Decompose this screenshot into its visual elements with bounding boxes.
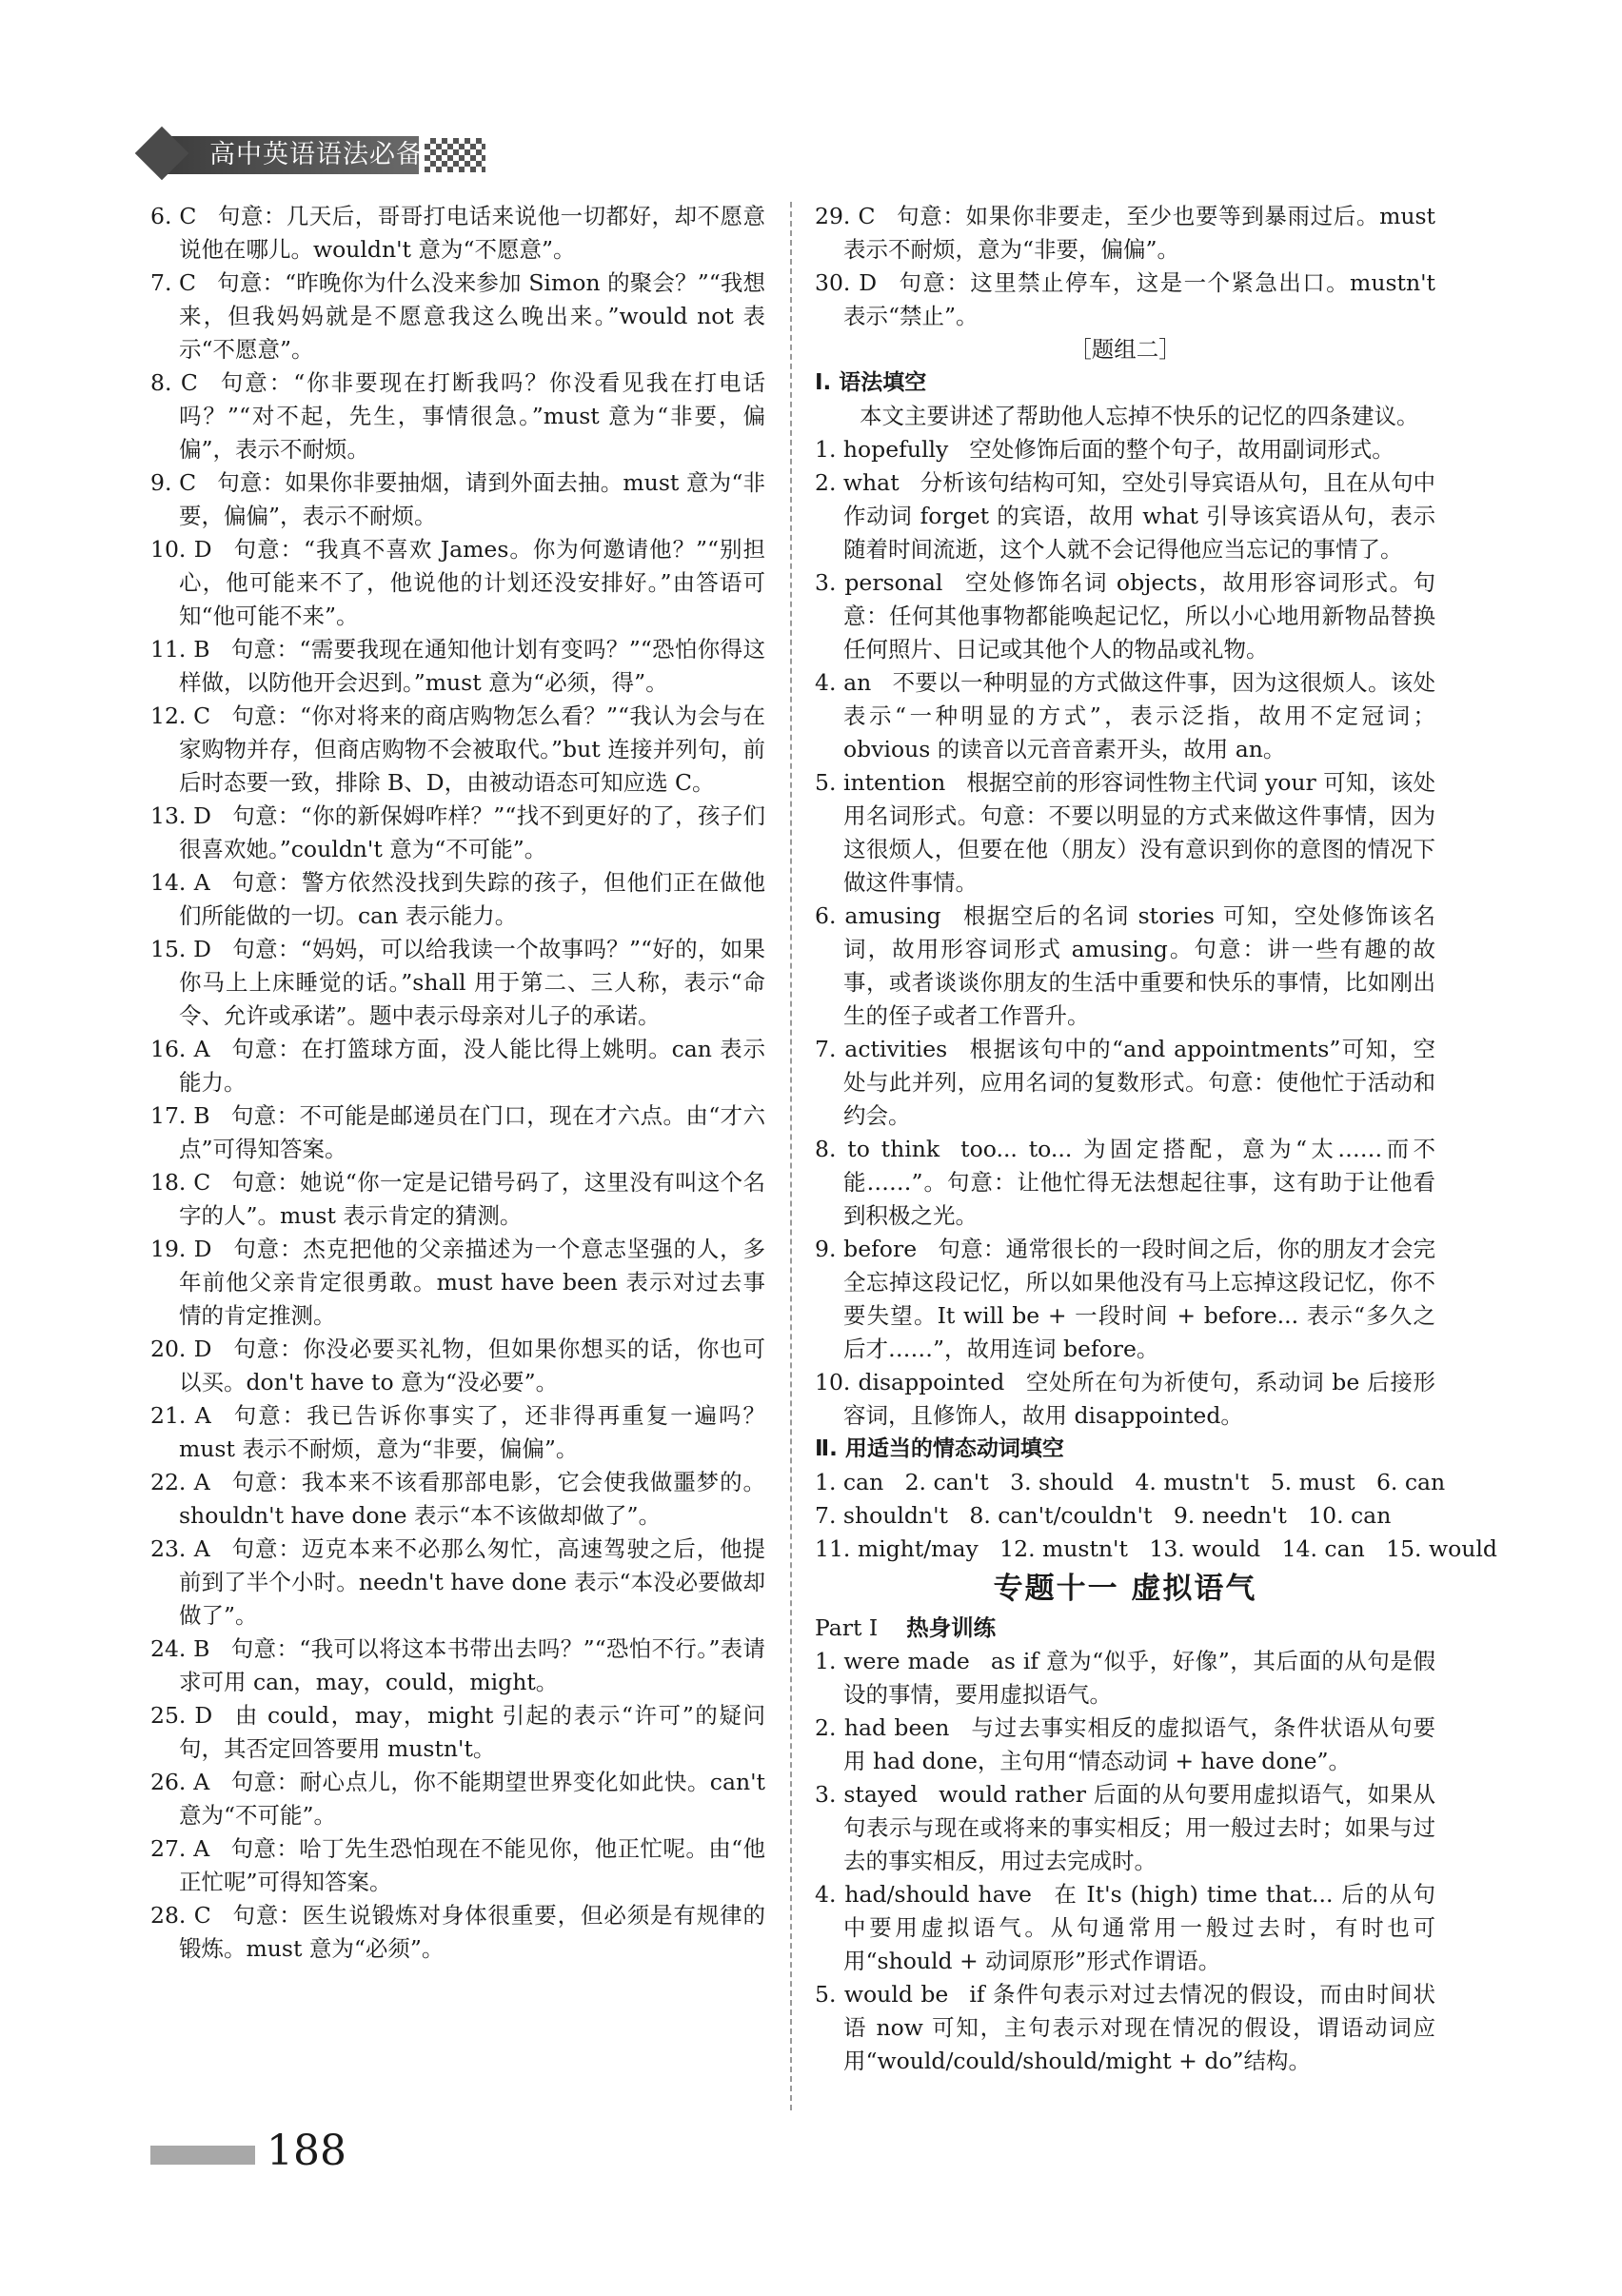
answer-key: 8. C (150, 369, 198, 396)
answer-key: 28. C (150, 1902, 211, 1929)
answer-key: 10. disappointed (815, 1369, 1005, 1395)
answer-explanation: 根据空后的名词 stories 可知，空处修饰该名词，故用形容词形式 amusing。句意：讲一些有趣的故事，或者谈谈你朋友的生活中重要和快乐的事情，比如刚出生的侄子或者工作晋升。 (843, 902, 1435, 1029)
answer-key: 20. D (150, 1336, 212, 1362)
answer-item (150, 1099, 765, 1166)
answer-item (150, 633, 765, 700)
answer-item (815, 1878, 1435, 1978)
answer-key: 29. C (815, 203, 876, 229)
topic-title: 专题十一 虚拟语气 (993, 1572, 1257, 1606)
answer-key: 3. personal (815, 569, 943, 596)
right-column (815, 200, 1497, 2078)
answer-explanation: 根据空前的形容词性物主代词 your 可知，该处用名词形式。句意：不要以明显的方式来做这件事情，因为这很烦人，但要在他（朋友）没有意识到你的意图的情况下做这件事情。 (843, 769, 1435, 896)
answer-key: 12. C (150, 703, 211, 729)
answer-explanation: 句意：不可能是邮递员在门口，现在才六点。由“才六点”可得知答案。 (179, 1102, 765, 1162)
part-label: Part Ⅰ (815, 1614, 879, 1641)
answer-explanation: 句意：“你对将来的商店购物怎么看？”“我认为会与在家购物并存，但商店购物不会被取代。”but 连接并列句，前后时态要一致，排除 B、D，由被动语态可知应选 C。 (179, 703, 765, 796)
answer-key: 9. C (150, 469, 197, 496)
answer-key: 10. D (150, 536, 212, 563)
answer-key: 6. C (150, 203, 197, 229)
answer-explanation: 句意：耐心点儿，你不能期望世界变化如此快。can't 意为“不可能”。 (179, 1769, 765, 1829)
part-title: 热身训练 (906, 1614, 997, 1641)
answer-item (150, 1633, 765, 1699)
answer-explanation: 由 could，may，might 引起的表示“许可”的疑问句，其否定回答要用 mustn't。 (179, 1702, 765, 1762)
answer-explanation: would rather 后面的从句要用虚拟语气，如果从句表示与现在或将来的事实相反；用一般过去时；如果与过去的事实相反，用过去完成时。 (843, 1781, 1435, 1874)
answer-item (815, 200, 1435, 267)
answer-row: 7. shouldn't 8. can't/couldn't 9. needn't 10. can (815, 1502, 1392, 1529)
answer-explanation: 句意：迈克本来不必那么匆忙，高速驾驶之后，他提前到了半个小时。needn't have done 表示“本没必要做却做了”。 (179, 1535, 765, 1629)
answer-explanation: 句意：这里禁止停车，这是一个紧急出口。mustn't 表示“禁止”。 (843, 269, 1435, 329)
answer-key: 24. B (150, 1635, 210, 1662)
answer-explanation: too... to... 为固定搭配，意为“太……而不能……”。句意：让他忙得无法想起往事，这有助于让他看到积极之光。 (843, 1136, 1435, 1229)
answer-item (150, 1333, 765, 1399)
answer-explanation: 句意：哈丁先生恐怕现在不能见你，他正忙呢。由“他正忙呢”可得知答案。 (179, 1835, 765, 1895)
answer-key: 1. hopefully (815, 436, 949, 463)
header-title: 高中英语语法必备 (209, 140, 423, 169)
answer-explanation: 句意：如果你非要抽烟，请到外面去抽。must 意为“非要，偏偏”，表示不耐烦。 (179, 469, 766, 529)
answer-row: 1. can 2. can't 3. should 4. mustn't 5. must 6. can (815, 1469, 1446, 1495)
answer-item (150, 366, 765, 466)
answer-item (815, 1033, 1435, 1133)
answer-item (815, 1712, 1435, 1778)
answer-item (150, 933, 765, 1033)
answer-explanation: 句意：“昨晚你为什么没来参加 Simon 的聚会？”“我想来，但我妈妈就是不愿意我这么晚出来。”would not 表示“不愿意”。 (179, 269, 766, 363)
answer-item (815, 1978, 1435, 2078)
answer-explanation: 句意：她说“你一定是记错号码了，这里没有叫这个名字的人”。must 表示肯定的猜测。 (179, 1169, 765, 1229)
answer-key: 5. intention (815, 769, 946, 796)
section-title-modal-verbs: Ⅱ. 用适当的情态动词填空 (815, 1436, 1064, 1461)
answer-explanation: if 条件句表示对过去情况的假设，而由时间状语 now 可知，主句表示对现在情况的假设，谓语动词应用“would/could/should/might + do”结构。 (843, 1981, 1435, 2074)
answer-key: 18. C (150, 1169, 211, 1196)
answer-item (150, 1533, 765, 1633)
page-header (143, 129, 504, 182)
answer-explanation: 句意：“妈妈，可以给我读一个故事吗？”“好的，如果你马上上床睡觉的话。”shall 用于第二、三人称，表示“命令、允许或承诺”。题中表示母亲对儿子的承诺。 (179, 936, 766, 1029)
answer-explanation: 句意：“你的新保姆咋样？”“找不到更好的了，孩子们很喜欢她。”couldn't 意为“不可能”。 (179, 802, 766, 862)
answer-item (150, 267, 765, 366)
answer-key: 25. D (150, 1702, 213, 1729)
answer-key: 9. before (815, 1236, 918, 1262)
answer-key: 19. D (150, 1236, 212, 1262)
answer-row: 11. might/may 12. mustn't 13. would 14. can 15. would (815, 1535, 1497, 1562)
answer-item (150, 1466, 765, 1533)
answer-explanation: 句意：“我真不喜欢 James。你为何邀请他？”“别担心，他可能来不了，他说他的计划还没安排好。”由答语可知“他可能不来”。 (179, 536, 765, 629)
answer-item (815, 1645, 1435, 1712)
answer-item (815, 666, 1435, 766)
answer-key: 14. A (150, 869, 210, 896)
answer-item (815, 1778, 1435, 1878)
answer-item (150, 466, 765, 533)
answer-key: 4. had/should have (815, 1881, 1032, 1908)
answer-key: 6. amusing (815, 902, 941, 929)
answer-explanation: 在 It's (high) time that... 后的从句中要用虚拟语气。从句通常用一般过去时，有时也可用“should + 动词原形”形式作谓语。 (843, 1881, 1435, 1974)
answer-explanation: 句意：警方依然没找到失踪的孩子，但他们正在做他们所能做的一切。can 表示能力。 (179, 869, 765, 929)
answer-item (150, 1832, 765, 1899)
answer-key: 17. B (150, 1102, 210, 1129)
answer-key: 30. D (815, 269, 878, 296)
answer-item (150, 1233, 765, 1333)
answer-key: 23. A (150, 1535, 210, 1562)
answer-key: 13. D (150, 802, 211, 829)
answer-item (150, 533, 765, 633)
answer-item (815, 433, 1435, 466)
answer-explanation: 句意：如果你非要走，至少也要等到暴雨过后。must 表示不耐烦，意为“非要，偏偏”。 (843, 203, 1435, 263)
answer-key: 15. D (150, 936, 211, 962)
answer-explanation: 句意：在打篮球方面，没人能比得上姚明。can 表示能力。 (179, 1036, 765, 1096)
answer-explanation: 句意：“你非要现在打断我吗？你没看见我在打电话吗？”“对不起，先生，事情很急。”must 意为“非要，偏偏”，表示不耐烦。 (179, 369, 766, 463)
answer-explanation: 句意：我已告诉你事实了，还非得再重复一遍吗？must 表示不耐烦，意为“非要，偏偏”。 (179, 1402, 765, 1462)
header-checker-pattern (425, 138, 485, 172)
answer-item (150, 700, 765, 800)
answer-item (815, 766, 1435, 900)
answer-key: 3. stayed (815, 1781, 919, 1808)
answer-key: 7. activities (815, 1036, 948, 1062)
answer-key: 1. were made (815, 1648, 970, 1674)
answer-item (815, 466, 1435, 566)
answer-item (815, 566, 1435, 666)
answer-key: 16. A (150, 1036, 210, 1062)
answer-explanation: 句意：“需要我现在通知他计划有变吗？”“恐怕你得这样做，以防他开会迟到。”must 意为“必须，得”。 (179, 636, 765, 696)
answer-item (815, 1133, 1435, 1233)
answer-item (150, 800, 765, 866)
answer-explanation: 空处修饰后面的整个句子，故用副词形式。 (969, 436, 1395, 463)
answer-item (815, 267, 1435, 333)
answer-key: 11. B (150, 636, 210, 663)
answer-item (150, 1899, 765, 1966)
answer-explanation: 分析该句结构可知，空处引导宾语从句，且在从句中作动词 forget 的宾语，故用 what 引导该宾语从句，表示随着时间流逝，这个人就不会记得他应当忘记的事情了。 (843, 469, 1435, 563)
page-footer (150, 2123, 531, 2180)
group-title: ［题组二］ (1069, 336, 1181, 363)
footer-bar (150, 2146, 255, 2165)
answer-key: 2. what (815, 469, 900, 496)
answer-key: 8. to think (815, 1136, 940, 1162)
answer-key: 21. A (150, 1402, 211, 1429)
answer-item (150, 1166, 765, 1233)
answer-item (815, 1233, 1435, 1366)
answer-item (150, 866, 765, 933)
answer-explanation: 句意：我本来不该看那部电影，它会使我做噩梦的。shouldn't have done 表示“本不该做却做了”。 (179, 1469, 765, 1529)
answer-item (150, 1399, 765, 1466)
section-intro: 本文主要讲述了帮助他人忘掉不快乐的记忆的四条建议。 (860, 403, 1419, 429)
section-title-grammar-fill: Ⅰ. 语法填空 (815, 370, 927, 395)
answer-explanation: 根据该句中的“and appointments”可知，空处与此并列，应用名词的复数形式。句意：使他忙于活动和约会。 (843, 1036, 1435, 1129)
answer-explanation: 句意：几天后，哥哥打电话来说他一切都好，却不愿意说他在哪儿。wouldn't 意为“不愿意”。 (179, 203, 765, 263)
answer-explanation: 与过去事实相反的虚拟语气，条件状语从句要用 had done，主句用“情态动词 + have done”。 (843, 1714, 1435, 1774)
answer-item (150, 1699, 765, 1766)
answer-explanation: 空处修饰名词 objects，故用形容词形式。句意：任何其他事物都能唤起记忆，所以小心地用新物品替换任何照片、日记或其他个人的物品或礼物。 (843, 569, 1435, 663)
answer-item (150, 1033, 765, 1099)
answer-item (815, 900, 1435, 1033)
answer-explanation: 不要以一种明显的方式做这件事，因为这很烦人。该处表示“一种明显的方式”，表示泛指，故用不定冠词；obvious 的读音以元音音素开头，故用 an。 (843, 669, 1436, 762)
answer-key: 22. A (150, 1469, 210, 1495)
answer-explanation: 空处所在句为祈使句，系动词 be 后接形容词，且修饰人，故用 disappointed。 (843, 1369, 1435, 1429)
answer-key: 5. would be (815, 1981, 949, 2008)
column-divider (790, 202, 792, 2110)
answer-explanation: 句意：“我可以将这本书带出去吗？”“恐怕不行。”表请求可用 can，may，could，might。 (179, 1635, 765, 1695)
answer-explanation: 句意：通常很长的一段时间之后，你的朋友才会完全忘掉这段记忆，所以如果他没有马上忘掉这段记忆，你不要失望。It will be + 一段时间 + before... 表示“多久之后才……”，故用连词 before。 (843, 1236, 1435, 1362)
answer-explanation: 句意：医生说锻炼对身体很重要，但必须是有规律的锻炼。must 意为“必须”。 (179, 1902, 765, 1962)
answer-item (150, 1766, 765, 1832)
answer-explanation: as if 意为“似乎，好像”，其后面的从句是假设的事情，要用虚拟语气。 (843, 1648, 1435, 1708)
part-heading (815, 1612, 1435, 1645)
answer-explanation: 句意：你没必要买礼物，但如果你想买的话，你也可以买。don't have to 意为“没必要”。 (179, 1336, 766, 1395)
answer-key: 4. an (815, 669, 872, 696)
answer-key: 2. had been (815, 1714, 950, 1741)
answer-key: 7. C (150, 269, 197, 296)
answer-explanation: 句意：杰克把他的父亲描述为一个意志坚强的人，多年前他父亲肯定很勇敢。must have been 表示对过去事情的肯定推测。 (179, 1236, 766, 1329)
answer-key: 27. A (150, 1835, 210, 1862)
left-column (150, 200, 765, 1966)
answer-item (815, 1366, 1435, 1433)
answer-item (150, 200, 765, 267)
answer-key: 26. A (150, 1769, 210, 1795)
page-number: 188 (267, 2127, 346, 2175)
